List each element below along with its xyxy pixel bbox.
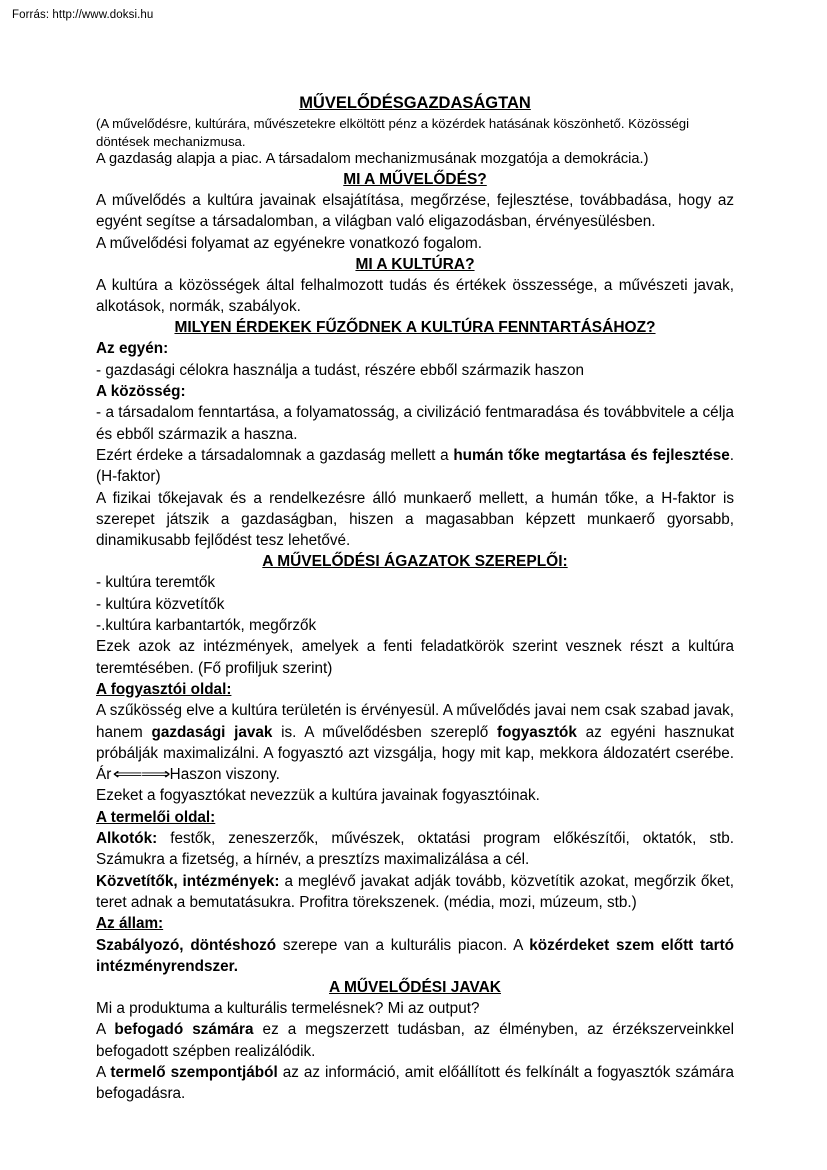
label-kozvetitok-intezmenyek: Közvetítők, intézmények:	[96, 872, 280, 890]
label-az-allam-text: Az állam:	[96, 915, 164, 933]
para-alkotok-text: festők, zeneszerzők, művészek, oktatási program előkészítői, oktatók, stb. Számukra a fizetség, a hírnév, a presztízs maximalizálása a cél.	[96, 830, 734, 869]
para-alkotok	[96, 828, 734, 871]
para-ezeket-fogyasztok: Ezeket a fogyasztókat nevezzük a kultúra javainak fogyasztóinak.	[96, 787, 540, 805]
para-produktuma-kerdes: Mi a produktuma a kulturális termelésnek? Mi az output?	[96, 1000, 480, 1018]
emphasis-szabalyozo-donteshozo: Szabályozó, döntéshozó	[96, 936, 277, 954]
intro-line-1: (A művelődésre, kultúrára, művészetekre elköltött pénz a közérdek hatásának köszönhető. Közösségi	[96, 116, 690, 131]
para-fogyasztoi-part1: A szűkösség elve a kultúra területén is érvényesül. A művelődés javai nem csak szabad javak, hanem	[96, 702, 734, 741]
heading-muvelodesi-javak	[96, 977, 734, 998]
label-termeloi-oldal-text: A termelői oldal:	[96, 808, 216, 826]
heading-mi-a-muvelodes-text: MI A MŰVELŐDÉS?	[343, 171, 487, 188]
bullet-kultura-karbantartok: -.kultúra karbantartók, megőrzők	[96, 617, 317, 635]
document-title	[96, 93, 734, 113]
document-title-text: MŰVELŐDÉSGAZDASÁGTAN	[299, 94, 531, 112]
label-termeloi-oldal	[96, 807, 734, 828]
para-termelo-szempontjabol	[96, 1062, 734, 1105]
para-befogado-szamara	[96, 1019, 734, 1062]
label-az-allam	[96, 913, 734, 934]
para-fogyasztoi-part3: az egyéni hasznukat próbálják maximalizálni. A fogyasztó azt vizsgálja, hogy mit kap, mekkora áldozatért cserébe. Ár	[96, 723, 734, 784]
para-fogyasztoi-part2: is. A művelődésben szereplő	[272, 723, 498, 741]
label-fogyasztoi-oldal-text: A fogyasztói oldal:	[96, 680, 232, 698]
para-ezert-erdeke-part2: . (H-faktor)	[96, 446, 734, 486]
para-termelo-part1: A	[96, 1063, 111, 1081]
para-muvelodes-folyamat: A művelődési folyamat az egyénekre vonatkozó fogalom.	[96, 234, 483, 252]
bullet-kozosseg: - a társadalom fenntartása, a folyamatosság, a civilizáció fentmaradása és továbbvitele a célja és ebből származik a haszna.	[96, 404, 734, 443]
heading-milyen-erdekek	[96, 317, 734, 338]
bullet-egyen: - gazdasági célokra használja a tudást, részére ebből származik haszon	[96, 361, 585, 379]
bullet-kultura-kozvetitok: - kultúra közvetítők	[96, 595, 225, 613]
para-kozvetitok-text: a meglévő javakat adják tovább, közvetítik azokat, megőrzik őket, teret adnak a bemutatásukra. Profitra törekszenek. (média, mozi, múzeum, stb.)	[96, 872, 734, 911]
para-termelo-part2: az az információ, amit előállított és felkínált a fogyasztók számára befogadásra.	[96, 1063, 735, 1103]
para-ezert-erdeke-part1: Ezért érdeke a társadalomnak a gazdaság mellett a	[96, 446, 454, 464]
double-headed-arrow-icon: ⟸⟹	[112, 766, 169, 784]
para-allam-part1: szerepe van a kulturális piacon. A	[276, 936, 530, 954]
heading-agazatok-szereploi-text: A MŰVELŐDÉSI ÁGAZATOK SZEREPLŐI:	[262, 553, 568, 571]
emphasis-befogado-szamara: befogadó számára	[114, 1021, 254, 1039]
bullet-kultura-teremtok: - kultúra teremtők	[96, 574, 216, 592]
heading-agazatok-szereploi	[96, 551, 734, 572]
para-fogyasztoi-part4: Haszon viszony.	[165, 766, 280, 784]
emphasis-termelo-szempontjabol: termelő szempontjából	[110, 1063, 278, 1081]
para-kozvetitok	[96, 871, 734, 914]
para-muvelodes-definition: A művelődés a kultúra javainak elsajátítása, megőrzése, fejlesztése, továbbadása, hogy az egyént segítse a társadalomban, a világban való eligazodásban, érvényesülésben.	[96, 192, 734, 231]
heading-milyen-erdekek-text: MILYEN ÉRDEKEK FŰZŐDNEK A KULTÚRA FENNTARTÁSÁHOZ?	[174, 319, 656, 337]
para-kultura-definition: A kultúra a közösségek által felhalmozott tudás és értékek összessége, a művészeti javak, alkotások, normák, szabályok.	[96, 276, 734, 316]
label-fogyasztoi-oldal	[96, 679, 734, 700]
para-befogado-part1: A	[96, 1021, 115, 1039]
intro-line-2: döntések mechanizmusa.	[96, 133, 246, 149]
label-a-kozosseg: A közösség:	[96, 383, 186, 401]
heading-mi-a-kultura-text: MI A KULTÚRA?	[355, 255, 475, 273]
document-content	[96, 93, 734, 1105]
heading-mi-a-muvelodes	[96, 169, 734, 190]
emphasis-fogyasztok: fogyasztók	[497, 723, 577, 741]
heading-mi-a-kultura	[96, 254, 734, 275]
emphasis-human-toke: humán tőke megtartása és fejlesztése	[453, 446, 730, 464]
para-fizikai-tokejavak: A fizikai tőkejavak és a rendelkezésre álló munkaerő mellett, a humán tőke, a H-faktor is szerepet játszik a gazdaságban, hiszen a magasabban képzett munkaerő gyorsabb, dinamikusabb fejlődést tesz lehetővé.	[96, 489, 734, 550]
para-fogyasztoi-leiras	[96, 700, 734, 785]
emphasis-kozerdeket-szem-elott: közérdeket szem előtt tartó intézményrendszer.	[96, 936, 735, 975]
intro-line-3: A gazdaság alapja a piac. A társadalom mechanizmusának mozgatója a demokrácia.)	[96, 151, 649, 167]
label-az-egyen: Az egyén:	[96, 340, 169, 358]
para-allam-szerepe	[96, 935, 734, 978]
para-befogado-part2: ez a megszerzett tudásban, az élményben, az érzékszerveinkkel befogadott szépben realizálódik.	[96, 1021, 734, 1060]
emphasis-gazdasagi-javak: gazdasági javak	[151, 723, 273, 741]
heading-muvelodesi-javak-text: A MŰVELŐDÉSI JAVAK	[329, 979, 501, 997]
para-ezek-azok-intezmenyek: Ezek azok az intézmények, amelyek a fenti feladatkörök szerint vesznek részt a kultúra teremtésében. (Fő profiljuk szerint)	[96, 638, 734, 677]
para-ezert-erdeke	[96, 445, 734, 488]
source-url-header: Forrás: http://www.doksi.hu	[12, 9, 154, 21]
label-alkotok: Alkotók:	[96, 830, 158, 848]
